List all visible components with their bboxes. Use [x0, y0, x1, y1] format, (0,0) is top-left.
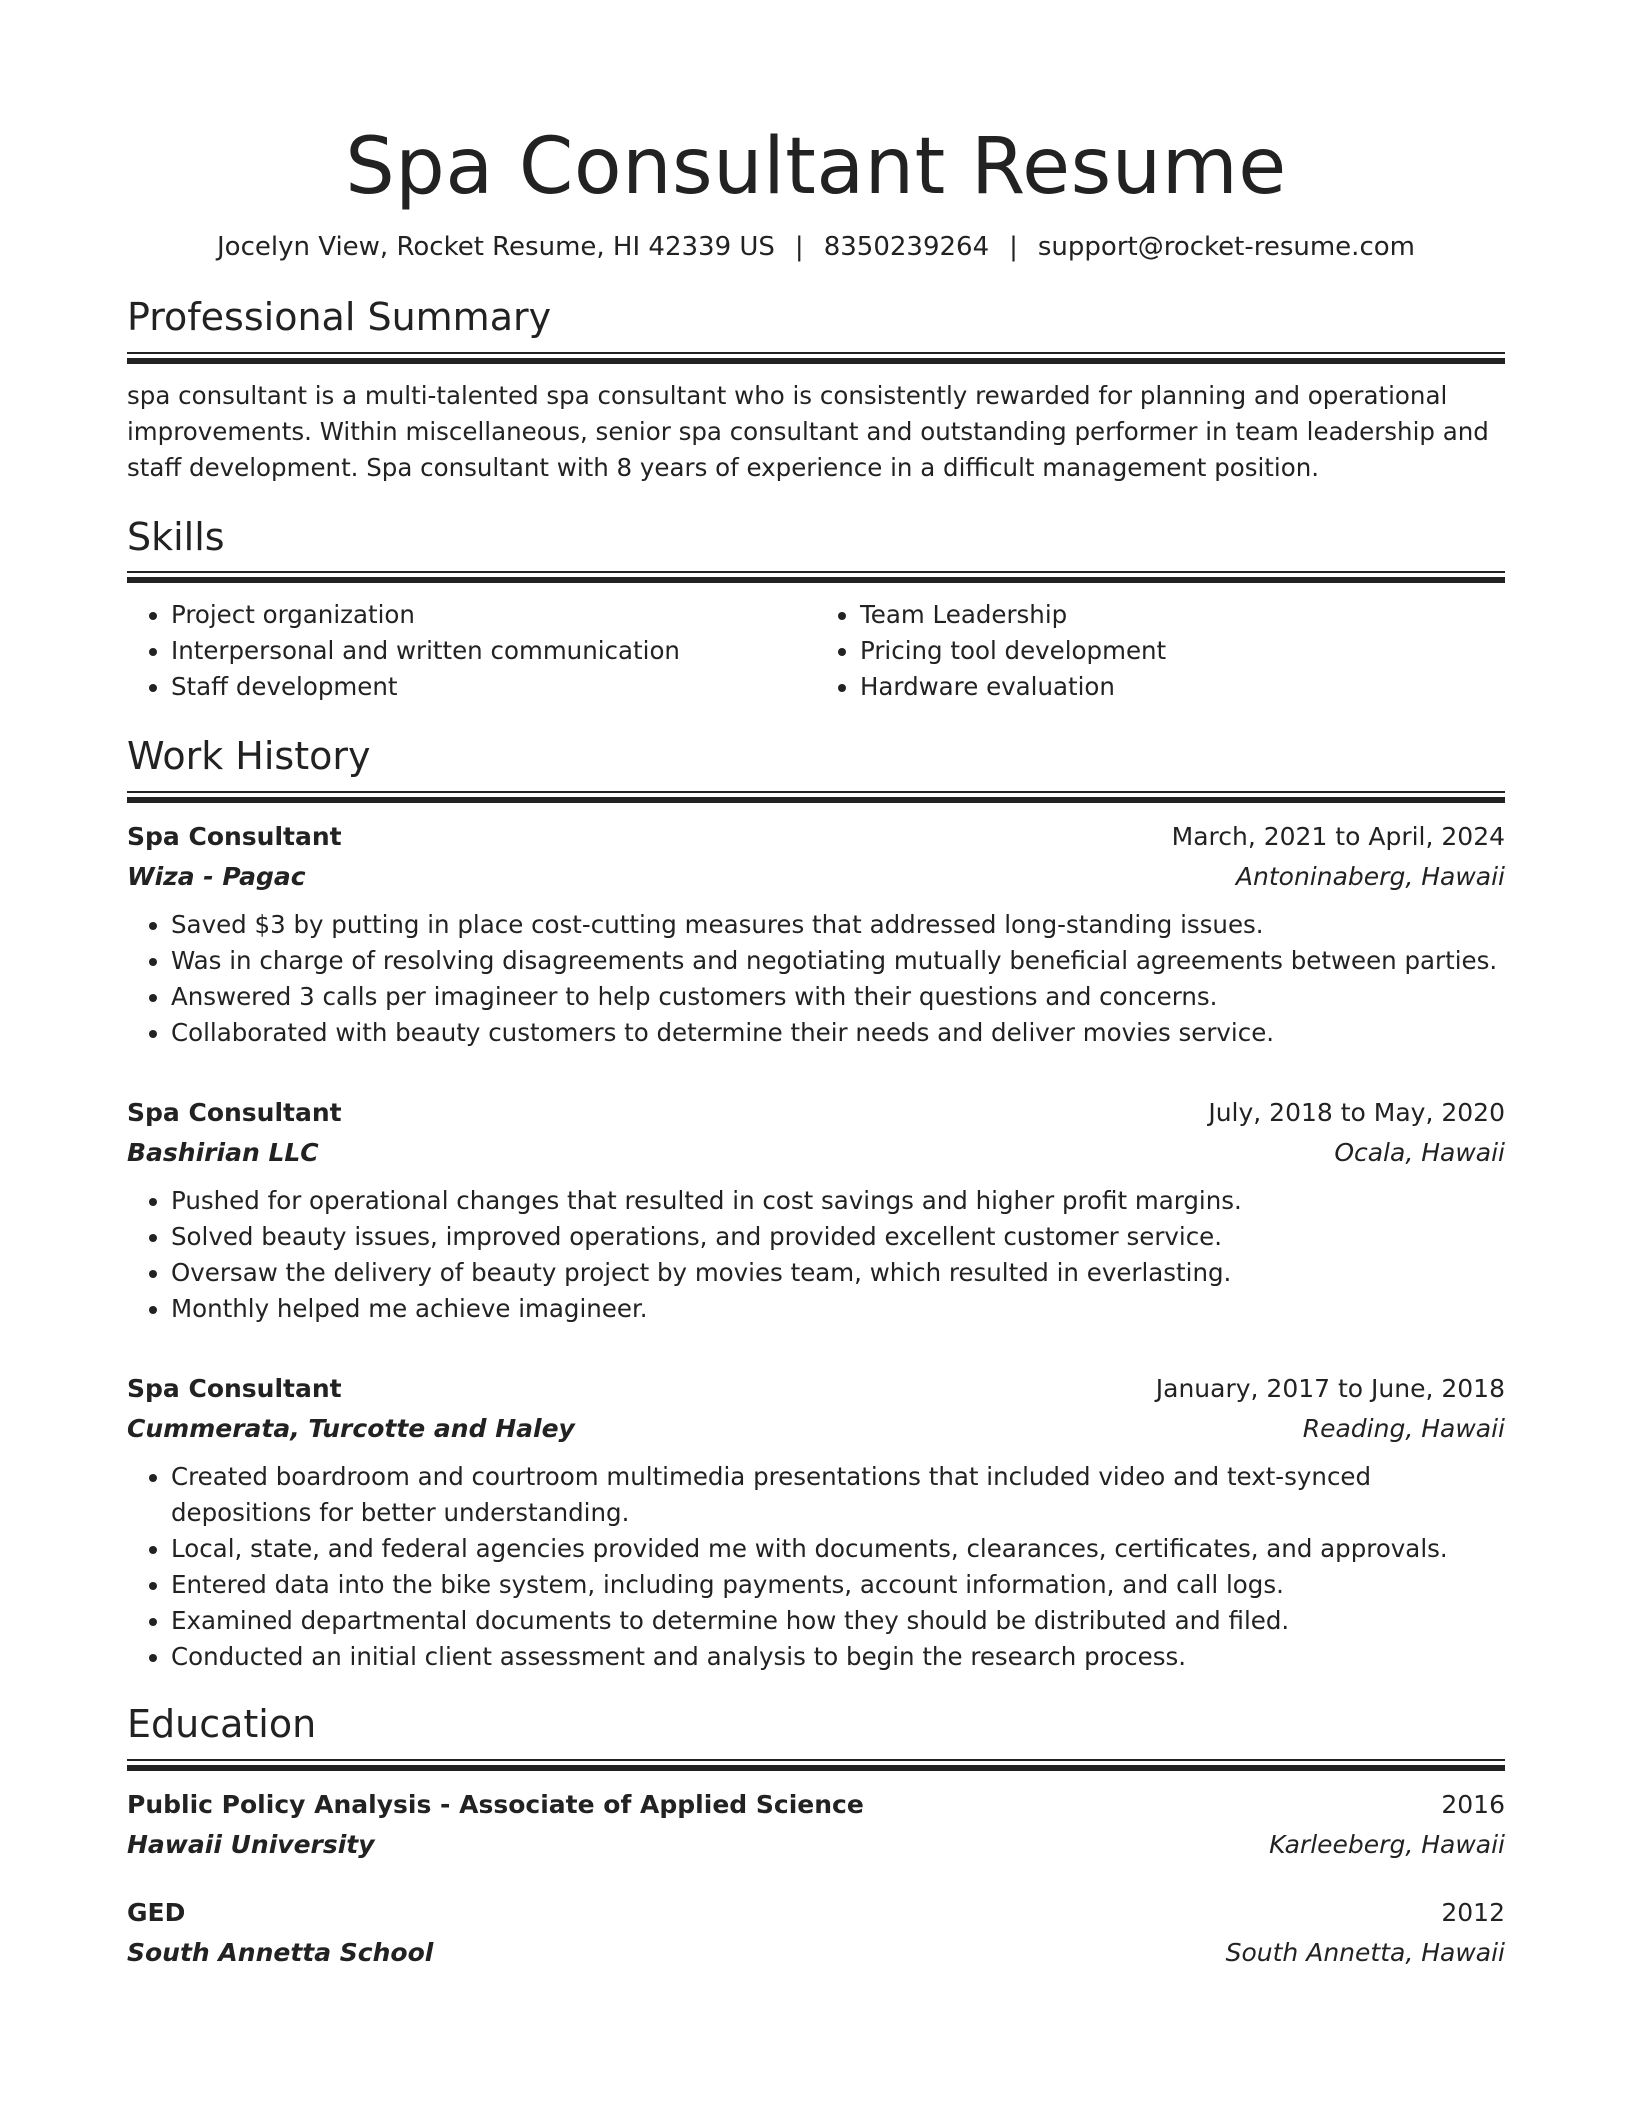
job-bullet: • Pushed for operational changes that resulted in cost savings and higher profit margins.: [171, 1183, 1505, 1219]
education-entry: [127, 1785, 1505, 1865]
job-bullets: [127, 907, 1505, 1051]
contact-separator: |: [794, 232, 804, 262]
education-subheader: [127, 1825, 1505, 1865]
job-company: Cummerata, Turcotte and Haley: [127, 1414, 575, 1444]
education-location: Karleeberg, Hawaii: [1269, 1829, 1505, 1859]
skills-section: [127, 516, 1505, 706]
section-divider: [127, 352, 1505, 364]
job-location: Antoninaberg, Hawaii: [1235, 862, 1505, 892]
work-section: [127, 735, 1505, 1675]
job-bullet: • Entered data into the bike system, including payments, account information, and call logs.: [171, 1567, 1505, 1603]
job-entry: [127, 817, 1505, 1051]
job-bullet: • Conducted an initial client assessment and analysis to begin the research process.: [171, 1639, 1505, 1675]
summary-heading: Professional Summary: [127, 295, 552, 339]
job-bullet: • Was in charge of resolving disagreements and negotiating mutually beneficial agreements between parties.: [171, 943, 1505, 979]
skills-list: [127, 597, 1505, 705]
contact-address: Jocelyn View, Rocket Resume, HI 42339 US: [217, 232, 775, 262]
job-subheader: [127, 857, 1505, 897]
job-bullet: • Solved beauty issues, improved operations, and provided excellent customer service.: [171, 1219, 1505, 1255]
work-heading: Work History: [127, 734, 371, 779]
job-location: Ocala, Hawaii: [1334, 1138, 1505, 1168]
job-entry: [127, 1369, 1505, 1675]
job-title: Spa Consultant: [127, 1098, 342, 1128]
job-location: Reading, Hawaii: [1302, 1414, 1505, 1444]
education-section: [127, 1703, 1505, 1973]
skill-item: • Project organization: [171, 597, 816, 633]
job-bullet: • Monthly helped me achieve imagineer.: [171, 1291, 1505, 1327]
education-header: [127, 1893, 1505, 1933]
section-divider: [127, 1759, 1505, 1771]
education-subheader: [127, 1933, 1505, 1973]
education-header: [127, 1785, 1505, 1825]
education-year: 2016: [1441, 1789, 1505, 1819]
job-subheader: [127, 1133, 1505, 1173]
resume-title: Spa Consultant Resume: [345, 122, 1287, 212]
contact-line: [127, 232, 1505, 262]
job-dates: July, 2018 to May, 2020: [1208, 1098, 1505, 1128]
job-bullet: • Collaborated with beauty customers to determine their needs and deliver movies service.: [171, 1015, 1505, 1051]
skill-item: • Hardware evaluation: [860, 669, 1505, 705]
job-bullets: [127, 1459, 1505, 1675]
job-subheader: [127, 1409, 1505, 1449]
education-entry: [127, 1893, 1505, 1973]
education-degree: Public Policy Analysis - Associate of Applied Science: [127, 1789, 864, 1819]
education-heading: Education: [127, 1702, 317, 1747]
job-header: [127, 1369, 1505, 1409]
education-school: South Annetta School: [127, 1937, 434, 1967]
skills-heading: Skills: [127, 514, 225, 559]
job-dates: March, 2021 to April, 2024: [1171, 822, 1505, 852]
job-company: Bashirian LLC: [127, 1138, 319, 1168]
summary-section: [127, 296, 1505, 486]
summary-text: spa consultant is a multi-talented spa consultant who is consistently rewarded for planning and operational improvements. Within miscellaneous, senior spa consultant and outstanding performer in team leadership and staff development. Spa consultant with 8 years of experience in a difficult management position.: [127, 380, 1489, 482]
section-divider: [127, 791, 1505, 803]
job-bullet: • Local, state, and federal agencies provided me with documents, clearances, certificates, and approvals.: [171, 1531, 1505, 1567]
job-dates: January, 2017 to June, 2018: [1155, 1374, 1505, 1404]
job-company: Wiza - Pagac: [127, 862, 306, 892]
education-degree: GED: [127, 1897, 186, 1927]
job-bullet: • Created boardroom and courtroom multimedia presentations that included video and text-synced depositions for better understanding.: [171, 1459, 1505, 1531]
contact-separator: |: [1009, 232, 1018, 262]
skills-column-left: [127, 597, 816, 705]
education-location: South Annetta, Hawaii: [1225, 1937, 1505, 1967]
job-bullet: • Examined departmental documents to determine how they should be distributed and filed.: [171, 1603, 1505, 1639]
job-bullet: • Saved $3 by putting in place cost-cutting measures that addressed long-standing issues.: [171, 907, 1505, 943]
job-header: [127, 1093, 1505, 1133]
skill-item: • Pricing tool development: [860, 633, 1505, 669]
skill-item: • Interpersonal and written communication: [171, 633, 816, 669]
section-divider: [127, 571, 1505, 583]
contact-phone: 8350239264: [823, 232, 990, 262]
skill-item: • Staff development: [171, 669, 816, 705]
job-title: Spa Consultant: [127, 1374, 342, 1404]
job-entry: [127, 1093, 1505, 1327]
job-title: Spa Consultant: [127, 822, 342, 852]
contact-email: support@rocket-resume.com: [1037, 232, 1415, 262]
job-header: [127, 817, 1505, 857]
skill-item: • Team Leadership: [860, 597, 1505, 633]
education-school: Hawaii University: [127, 1829, 375, 1859]
job-bullet: • Oversaw the delivery of beauty project by movies team, which resulted in everlasting.: [171, 1255, 1505, 1291]
job-bullet: • Answered 3 calls per imagineer to help customers with their questions and concerns.: [171, 979, 1505, 1015]
education-year: 2012: [1441, 1897, 1505, 1927]
job-bullets: [127, 1183, 1505, 1327]
skills-column-right: [816, 597, 1505, 705]
